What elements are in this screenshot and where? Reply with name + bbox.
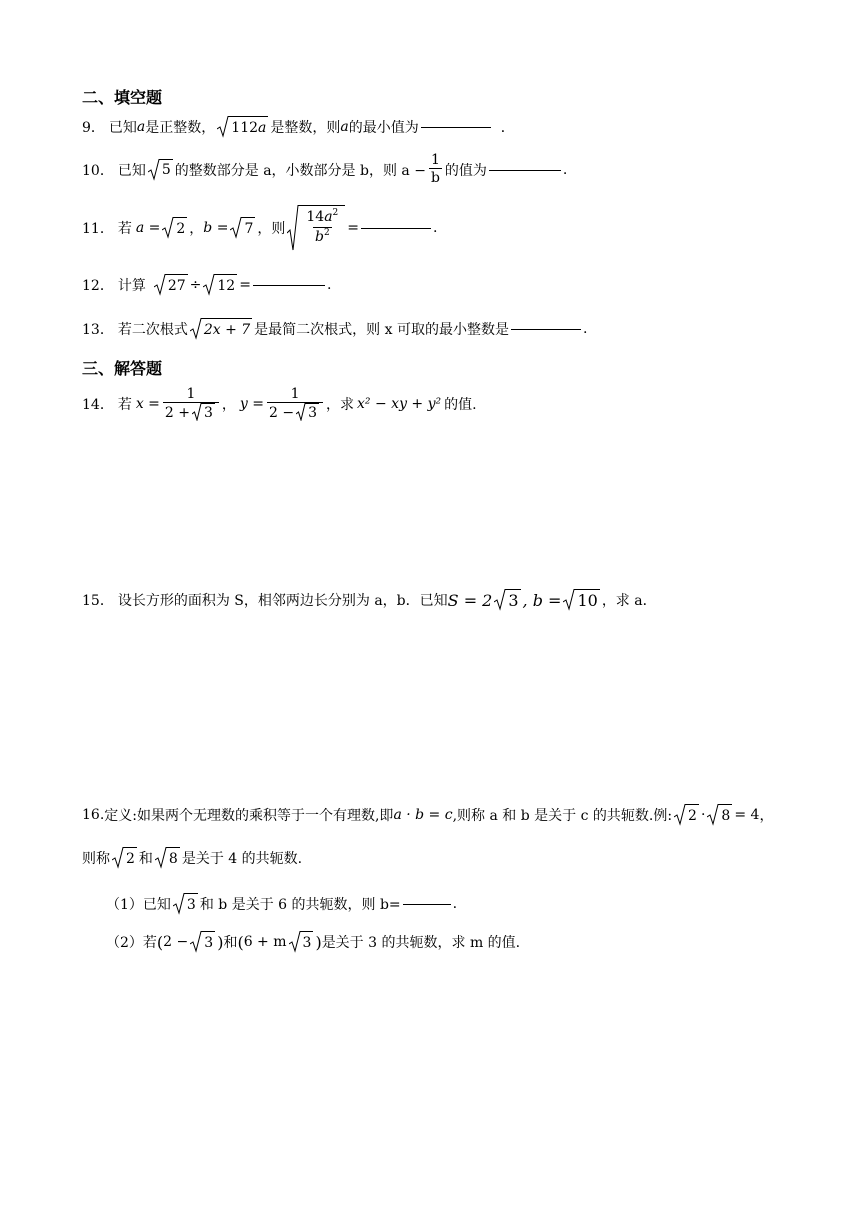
radical-sign-icon bbox=[173, 893, 185, 915]
radical-expression bbox=[217, 116, 268, 138]
question-text: 是正整数， bbox=[145, 120, 216, 136]
radical-expression bbox=[674, 804, 699, 826]
answer-blank[interactable] bbox=[253, 284, 325, 286]
question-text: ，求 bbox=[326, 397, 355, 413]
radical-expression bbox=[190, 318, 252, 340]
math-expression: 6 + m bbox=[243, 934, 287, 950]
math-variable: a bbox=[136, 119, 146, 135]
equals-sign: = bbox=[239, 277, 251, 293]
radicand: 5 bbox=[160, 159, 173, 181]
exponent: 2 bbox=[323, 228, 330, 238]
radicand: 10 bbox=[577, 591, 598, 610]
question-text: 设长方形的面积为 S，相邻两边长分别为 a，b．已知 bbox=[117, 593, 448, 609]
radicand: 3 bbox=[301, 931, 314, 953]
math-equation: b = bbox=[203, 220, 229, 236]
radicand: 3 bbox=[185, 893, 198, 915]
question-12 bbox=[82, 274, 331, 296]
answer-space-14[interactable] bbox=[82, 440, 772, 580]
radical-sign-icon bbox=[192, 403, 202, 421]
answer-blank[interactable] bbox=[421, 126, 491, 128]
radical-sign-icon bbox=[707, 804, 719, 826]
radicand: 3 bbox=[508, 591, 519, 610]
exponent: 2 bbox=[332, 208, 339, 218]
radical-expression bbox=[154, 274, 188, 296]
radicand: 3 bbox=[204, 405, 213, 421]
radical-expression bbox=[190, 931, 215, 953]
question-text: ． bbox=[500, 120, 515, 136]
question-text: 的最小值为 bbox=[348, 120, 419, 136]
question-13 bbox=[82, 318, 587, 340]
question-text: 已知 bbox=[117, 162, 146, 179]
math-expression: 2 − bbox=[163, 934, 189, 950]
math-equation: S = 2 bbox=[447, 590, 493, 610]
dot-operator: · bbox=[700, 807, 706, 823]
question-text: ，求 a． bbox=[601, 593, 657, 609]
question-text: 若二次根式 bbox=[117, 322, 188, 338]
radicand: 7 bbox=[242, 217, 255, 239]
question-text: 则称 bbox=[82, 851, 110, 867]
math-expression: x² − xy + y² bbox=[357, 396, 442, 412]
question-text: 的值. bbox=[444, 397, 477, 413]
question-16-line-1 bbox=[82, 804, 773, 826]
radicand: 3 bbox=[202, 931, 215, 953]
numerator-variable: a bbox=[324, 209, 333, 225]
math-variable: a bbox=[340, 119, 349, 135]
radicand: 3 bbox=[308, 405, 318, 421]
radical-sign-icon bbox=[190, 931, 202, 953]
radicand: 112 bbox=[231, 119, 259, 136]
radicand: 2 bbox=[124, 847, 137, 869]
radical-sign-icon bbox=[230, 217, 242, 239]
question-9 bbox=[82, 116, 515, 138]
radical-sign-icon bbox=[287, 205, 299, 251]
question-text: 和 bbox=[223, 935, 238, 951]
question-number: 13． bbox=[82, 322, 114, 338]
radicand: 2x + 7 bbox=[202, 318, 252, 340]
radical-expression bbox=[707, 804, 732, 826]
radical-expression bbox=[148, 159, 173, 181]
section-title-solve: 三、解答题 bbox=[82, 359, 163, 378]
question-text: 若 bbox=[117, 397, 132, 413]
math-equation: = 4 bbox=[734, 807, 760, 823]
equals-sign: = bbox=[347, 220, 360, 236]
radical-sign-icon bbox=[494, 589, 506, 611]
radical-sign-icon bbox=[296, 403, 306, 421]
radical-expression bbox=[296, 403, 319, 422]
radical-sign-icon bbox=[155, 847, 167, 869]
numerator: 1 bbox=[186, 386, 196, 402]
question-15 bbox=[82, 589, 657, 611]
question-text: 是最简二次根式，则 x 可取的最小整数是 bbox=[254, 322, 509, 338]
question-number: 15． bbox=[82, 593, 114, 609]
question-text: . bbox=[433, 220, 438, 236]
question-text: . bbox=[452, 896, 458, 912]
answer-blank[interactable] bbox=[361, 227, 431, 229]
radical-expression bbox=[112, 847, 137, 869]
question-text: 的值为 bbox=[444, 162, 487, 179]
radical-sign-icon bbox=[112, 847, 124, 869]
section-title-fill-blank: 二、填空题 bbox=[82, 88, 163, 107]
radical-expression bbox=[155, 847, 180, 869]
radical-sign-icon bbox=[162, 217, 174, 239]
radical-sign-icon bbox=[217, 116, 229, 138]
fraction bbox=[163, 386, 219, 422]
question-text: （2）若 bbox=[106, 935, 157, 951]
radicand: 12 bbox=[215, 274, 237, 296]
math-equation: , b = bbox=[522, 590, 562, 610]
radical-sign-icon bbox=[190, 318, 202, 340]
question-11 bbox=[82, 205, 437, 251]
question-text: ， bbox=[759, 808, 774, 824]
question-number: 16. bbox=[82, 807, 105, 823]
fraction bbox=[304, 209, 340, 248]
math-expression: a · b = c bbox=[393, 807, 453, 823]
fraction bbox=[429, 152, 442, 187]
radical-sign-icon bbox=[148, 159, 160, 181]
question-text: . bbox=[326, 277, 332, 293]
radical-expression bbox=[173, 893, 198, 915]
math-equation: x = bbox=[135, 396, 160, 412]
question-text: 的整数部分是 a，小数部分是 b，则 a − bbox=[174, 162, 426, 179]
question-number: 9． bbox=[82, 120, 105, 136]
question-text: 已知 bbox=[108, 120, 137, 136]
radical-sign-icon bbox=[674, 804, 686, 826]
denominator-variable: b bbox=[314, 229, 324, 245]
answer-space-16[interactable] bbox=[82, 965, 772, 1165]
radicand: 2 bbox=[686, 804, 699, 826]
radicand: 2 bbox=[174, 217, 187, 239]
radical-expression bbox=[494, 589, 520, 611]
numerator: 1 bbox=[290, 386, 300, 402]
answer-blank[interactable] bbox=[403, 903, 451, 905]
denominator-part: 2 + bbox=[164, 404, 190, 421]
question-number: 14． bbox=[82, 397, 114, 413]
radical-sign-icon bbox=[289, 931, 301, 953]
radical-sign-icon bbox=[154, 274, 166, 296]
question-text: 定义:如果两个无理数的乘积等于一个有理数,即 bbox=[104, 808, 394, 824]
question-16-part-2: （2）若 ( 2 − 3 ) 和 ( 6 + m 3 ) 是关于 3 的共轭数，求 m 的值. bbox=[106, 932, 521, 952]
radical-expression bbox=[563, 589, 599, 611]
question-text: 计算 bbox=[117, 278, 146, 294]
question-text: ， bbox=[221, 397, 236, 413]
question-text: . bbox=[562, 161, 568, 178]
radical-expression bbox=[289, 931, 314, 953]
radicand: 8 bbox=[167, 847, 180, 869]
question-text: ,则称 a 和 b 是关于 c 的共轭数.例: bbox=[452, 808, 673, 824]
question-16-part-1 bbox=[106, 893, 457, 915]
answer-space-15[interactable] bbox=[82, 625, 772, 785]
denominator-part: 2 − bbox=[269, 404, 295, 421]
numerator: 1 bbox=[430, 152, 440, 168]
math-equation: y = bbox=[239, 396, 265, 412]
radical-expression bbox=[192, 403, 215, 422]
math-equation: a = bbox=[135, 220, 161, 236]
question-text: 是关于 4 的共轭数. bbox=[181, 851, 303, 867]
question-number: 11． bbox=[82, 221, 114, 237]
divide-sign: ÷ bbox=[189, 277, 202, 293]
answer-blank[interactable] bbox=[489, 169, 561, 171]
question-number: 10． bbox=[82, 162, 114, 179]
question-16-line-2 bbox=[82, 847, 302, 869]
question-text: 和 b 是关于 6 的共轭数，则 b= bbox=[199, 897, 401, 913]
radical-expression bbox=[203, 274, 237, 296]
question-text: （1）已知 bbox=[106, 897, 171, 913]
question-text: 若 bbox=[117, 221, 132, 237]
question-number: 12． bbox=[82, 278, 114, 294]
question-text: ，则 bbox=[257, 221, 286, 237]
question-text: 是关于 3 的共轭数，求 m 的值. bbox=[321, 935, 521, 951]
question-14 bbox=[82, 386, 477, 422]
radical-expression bbox=[162, 217, 187, 239]
question-text: . bbox=[582, 321, 588, 337]
radicand: 27 bbox=[166, 274, 188, 296]
radicand-variable: a bbox=[258, 119, 267, 136]
radicand: 8 bbox=[719, 804, 732, 826]
question-text: 是整数，则 bbox=[270, 120, 341, 136]
question-text: ， bbox=[189, 221, 204, 237]
radical-fraction bbox=[287, 205, 345, 251]
question-10 bbox=[82, 152, 567, 187]
denominator: b bbox=[430, 170, 440, 186]
numerator-coefficient: 14 bbox=[306, 209, 325, 225]
radical-sign-icon bbox=[563, 589, 575, 611]
radical-sign-icon bbox=[203, 274, 215, 296]
question-text: 和 bbox=[138, 851, 153, 867]
fraction bbox=[267, 386, 323, 422]
answer-blank[interactable] bbox=[511, 328, 581, 330]
radical-expression bbox=[230, 217, 255, 239]
